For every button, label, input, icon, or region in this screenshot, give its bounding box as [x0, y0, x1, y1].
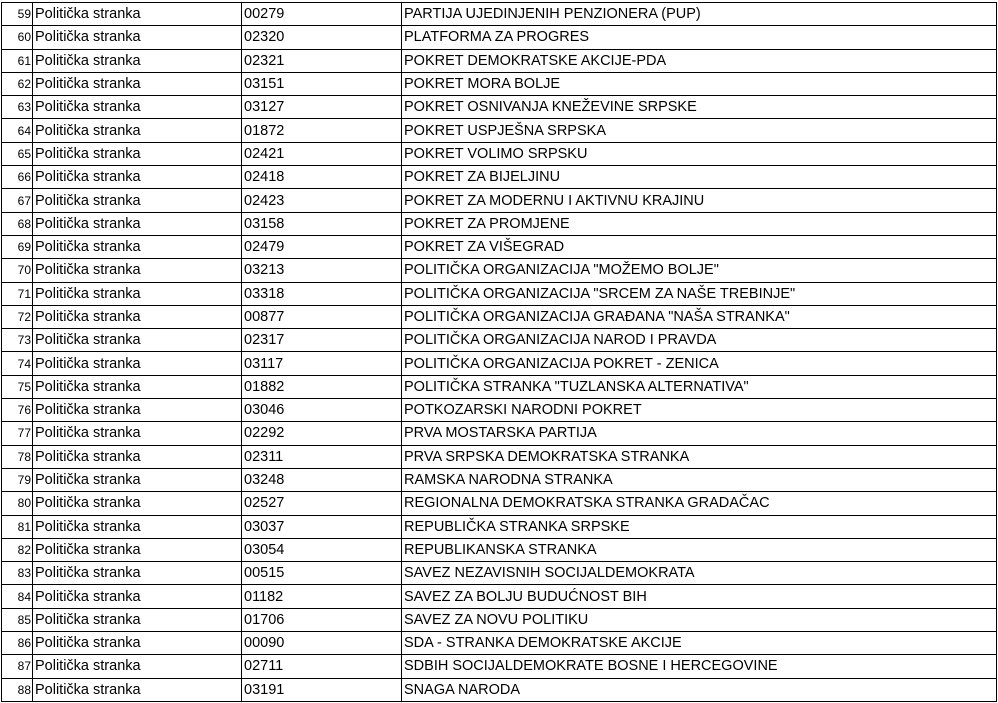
registration-code-cell: 01706	[242, 608, 402, 631]
table-row	[2, 352, 997, 375]
row-number-cell: 80	[2, 492, 33, 515]
row-number-cell: 61	[2, 49, 33, 72]
registration-code-cell: 03054	[242, 538, 402, 561]
entity-type-cell: Politička stranka	[33, 305, 242, 328]
registration-code-cell: 02711	[242, 655, 402, 678]
party-name-cell: REGIONALNA DEMOKRATSKA STRANKA GRADAČAC	[402, 492, 997, 515]
party-name-cell: POKRET ZA PROMJENE	[402, 212, 997, 235]
registration-code-cell: 00515	[242, 562, 402, 585]
registration-code-cell: 02320	[242, 26, 402, 49]
entity-type-cell: Politička stranka	[33, 189, 242, 212]
registration-code-cell: 03117	[242, 352, 402, 375]
table-row	[2, 166, 997, 189]
row-number-cell: 78	[2, 445, 33, 468]
party-name-cell: POLITIČKA ORGANIZACIJA NAROD I PRAVDA	[402, 329, 997, 352]
entity-type-cell: Politička stranka	[33, 72, 242, 95]
registration-code-cell: 01872	[242, 119, 402, 142]
table-row	[2, 655, 997, 678]
table-row	[2, 632, 997, 655]
entity-type-cell: Politička stranka	[33, 515, 242, 538]
entity-type-cell: Politička stranka	[33, 538, 242, 561]
registration-code-cell: 03318	[242, 282, 402, 305]
row-number-cell: 70	[2, 259, 33, 282]
row-number-cell: 67	[2, 189, 33, 212]
table-row	[2, 445, 997, 468]
table-row	[2, 515, 997, 538]
row-number-cell: 71	[2, 282, 33, 305]
row-number-cell: 79	[2, 468, 33, 491]
table-row	[2, 492, 997, 515]
party-name-cell: POLITIČKA ORGANIZACIJA "SRCEM ZA NAŠE TREBINJE"	[402, 282, 997, 305]
entity-type-cell: Politička stranka	[33, 445, 242, 468]
registration-code-cell: 03213	[242, 259, 402, 282]
registration-code-cell: 03046	[242, 399, 402, 422]
entity-type-cell: Politička stranka	[33, 235, 242, 258]
row-number-cell: 83	[2, 562, 33, 585]
row-number-cell: 85	[2, 608, 33, 631]
party-name-cell: REPUBLIČKA STRANKA SRPSKE	[402, 515, 997, 538]
party-name-cell: POLITIČKA ORGANIZACIJA POKRET - ZENICA	[402, 352, 997, 375]
registration-code-cell: 02321	[242, 49, 402, 72]
registration-code-cell: 02311	[242, 445, 402, 468]
entity-type-cell: Politička stranka	[33, 468, 242, 491]
party-name-cell: PRVA SRPSKA DEMOKRATSKA STRANKA	[402, 445, 997, 468]
party-name-cell: PLATFORMA ZA PROGRES	[402, 26, 997, 49]
party-name-cell: REPUBLIKANSKA STRANKA	[402, 538, 997, 561]
table-row	[2, 608, 997, 631]
registration-code-cell: 02292	[242, 422, 402, 445]
entity-type-cell: Politička stranka	[33, 352, 242, 375]
entity-type-cell: Politička stranka	[33, 282, 242, 305]
party-name-cell: POLITIČKA ORGANIZACIJA GRAĐANA "NAŠA STRANKA"	[402, 305, 997, 328]
entity-type-cell: Politička stranka	[33, 166, 242, 189]
table-row	[2, 49, 997, 72]
party-table	[1, 2, 997, 702]
party-name-cell: SAVEZ ZA NOVU POLITIKU	[402, 608, 997, 631]
table-row	[2, 189, 997, 212]
entity-type-cell: Politička stranka	[33, 375, 242, 398]
table-row	[2, 375, 997, 398]
entity-type-cell: Politička stranka	[33, 96, 242, 119]
table-row	[2, 212, 997, 235]
party-name-cell: PARTIJA UJEDINJENIH PENZIONERA (PUP)	[402, 3, 997, 26]
party-name-cell: POKRET VOLIMO SRPSKU	[402, 142, 997, 165]
row-number-cell: 64	[2, 119, 33, 142]
party-name-cell: SAVEZ ZA BOLJU BUDUĆNOST BIH	[402, 585, 997, 608]
row-number-cell: 60	[2, 26, 33, 49]
party-name-cell: POKRET ZA BIJELJINU	[402, 166, 997, 189]
table-row	[2, 119, 997, 142]
entity-type-cell: Politička stranka	[33, 492, 242, 515]
registration-code-cell: 01882	[242, 375, 402, 398]
party-name-cell: SDA - STRANKA DEMOKRATSKE AKCIJE	[402, 632, 997, 655]
party-name-cell: POLITIČKA STRANKA "TUZLANSKA ALTERNATIVA"	[402, 375, 997, 398]
entity-type-cell: Politička stranka	[33, 212, 242, 235]
row-number-cell: 68	[2, 212, 33, 235]
table-row	[2, 235, 997, 258]
row-number-cell: 59	[2, 3, 33, 26]
registration-code-cell: 00279	[242, 3, 402, 26]
table-row	[2, 678, 997, 701]
party-name-cell: PRVA MOSTARSKA PARTIJA	[402, 422, 997, 445]
row-number-cell: 88	[2, 678, 33, 701]
entity-type-cell: Politička stranka	[33, 119, 242, 142]
entity-type-cell: Politička stranka	[33, 399, 242, 422]
party-name-cell: POKRET OSNIVANJA KNEŽEVINE SRPSKE	[402, 96, 997, 119]
registration-code-cell: 00877	[242, 305, 402, 328]
row-number-cell: 66	[2, 166, 33, 189]
party-name-cell: POKRET MORA BOLJE	[402, 72, 997, 95]
party-name-cell: POKRET ZA MODERNU I AKTIVNU KRAJINU	[402, 189, 997, 212]
table-row	[2, 329, 997, 352]
registration-code-cell: 03158	[242, 212, 402, 235]
table-row	[2, 468, 997, 491]
party-name-cell: SNAGA NARODA	[402, 678, 997, 701]
row-number-cell: 75	[2, 375, 33, 398]
entity-type-cell: Politička stranka	[33, 562, 242, 585]
registration-code-cell: 03151	[242, 72, 402, 95]
party-table-body	[2, 3, 997, 702]
party-name-cell: POLITIČKA ORGANIZACIJA "MOŽEMO BOLJE"	[402, 259, 997, 282]
registration-code-cell: 03037	[242, 515, 402, 538]
table-row	[2, 399, 997, 422]
table-row	[2, 562, 997, 585]
entity-type-cell: Politička stranka	[33, 632, 242, 655]
entity-type-cell: Politička stranka	[33, 26, 242, 49]
row-number-cell: 76	[2, 399, 33, 422]
party-name-cell: POKRET USPJEŠNA SRPSKA	[402, 119, 997, 142]
entity-type-cell: Politička stranka	[33, 422, 242, 445]
table-row	[2, 305, 997, 328]
table-row	[2, 26, 997, 49]
party-name-cell: SAVEZ NEZAVISNIH SOCIJALDEMOKRATA	[402, 562, 997, 585]
entity-type-cell: Politička stranka	[33, 608, 242, 631]
row-number-cell: 77	[2, 422, 33, 445]
registration-code-cell: 01182	[242, 585, 402, 608]
row-number-cell: 73	[2, 329, 33, 352]
entity-type-cell: Politička stranka	[33, 329, 242, 352]
row-number-cell: 65	[2, 142, 33, 165]
row-number-cell: 62	[2, 72, 33, 95]
row-number-cell: 84	[2, 585, 33, 608]
registration-code-cell: 03191	[242, 678, 402, 701]
table-row	[2, 422, 997, 445]
registration-code-cell: 02423	[242, 189, 402, 212]
entity-type-cell: Politička stranka	[33, 655, 242, 678]
row-number-cell: 63	[2, 96, 33, 119]
table-row	[2, 142, 997, 165]
row-number-cell: 81	[2, 515, 33, 538]
entity-type-cell: Politička stranka	[33, 142, 242, 165]
registration-code-cell: 02317	[242, 329, 402, 352]
party-name-cell: POTKOZARSKI NARODNI POKRET	[402, 399, 997, 422]
registration-code-cell: 02421	[242, 142, 402, 165]
row-number-cell: 86	[2, 632, 33, 655]
entity-type-cell: Politička stranka	[33, 585, 242, 608]
row-number-cell: 87	[2, 655, 33, 678]
entity-type-cell: Politička stranka	[33, 3, 242, 26]
party-name-cell: SDBIH SOCIJALDEMOKRATE BOSNE I HERCEGOVINE	[402, 655, 997, 678]
registration-code-cell: 02418	[242, 166, 402, 189]
party-name-cell: POKRET ZA VIŠEGRAD	[402, 235, 997, 258]
row-number-cell: 82	[2, 538, 33, 561]
table-row	[2, 96, 997, 119]
table-row	[2, 259, 997, 282]
table-row	[2, 72, 997, 95]
registration-code-cell: 00090	[242, 632, 402, 655]
entity-type-cell: Politička stranka	[33, 678, 242, 701]
entity-type-cell: Politička stranka	[33, 49, 242, 72]
table-row	[2, 282, 997, 305]
row-number-cell: 72	[2, 305, 33, 328]
table-row	[2, 585, 997, 608]
table-row	[2, 3, 997, 26]
party-name-cell: RAMSKA NARODNA STRANKA	[402, 468, 997, 491]
party-name-cell: POKRET DEMOKRATSKE AKCIJE-PDA	[402, 49, 997, 72]
row-number-cell: 69	[2, 235, 33, 258]
registration-code-cell: 02527	[242, 492, 402, 515]
entity-type-cell: Politička stranka	[33, 259, 242, 282]
row-number-cell: 74	[2, 352, 33, 375]
registration-code-cell: 03127	[242, 96, 402, 119]
registration-code-cell: 02479	[242, 235, 402, 258]
registration-code-cell: 03248	[242, 468, 402, 491]
table-row	[2, 538, 997, 561]
